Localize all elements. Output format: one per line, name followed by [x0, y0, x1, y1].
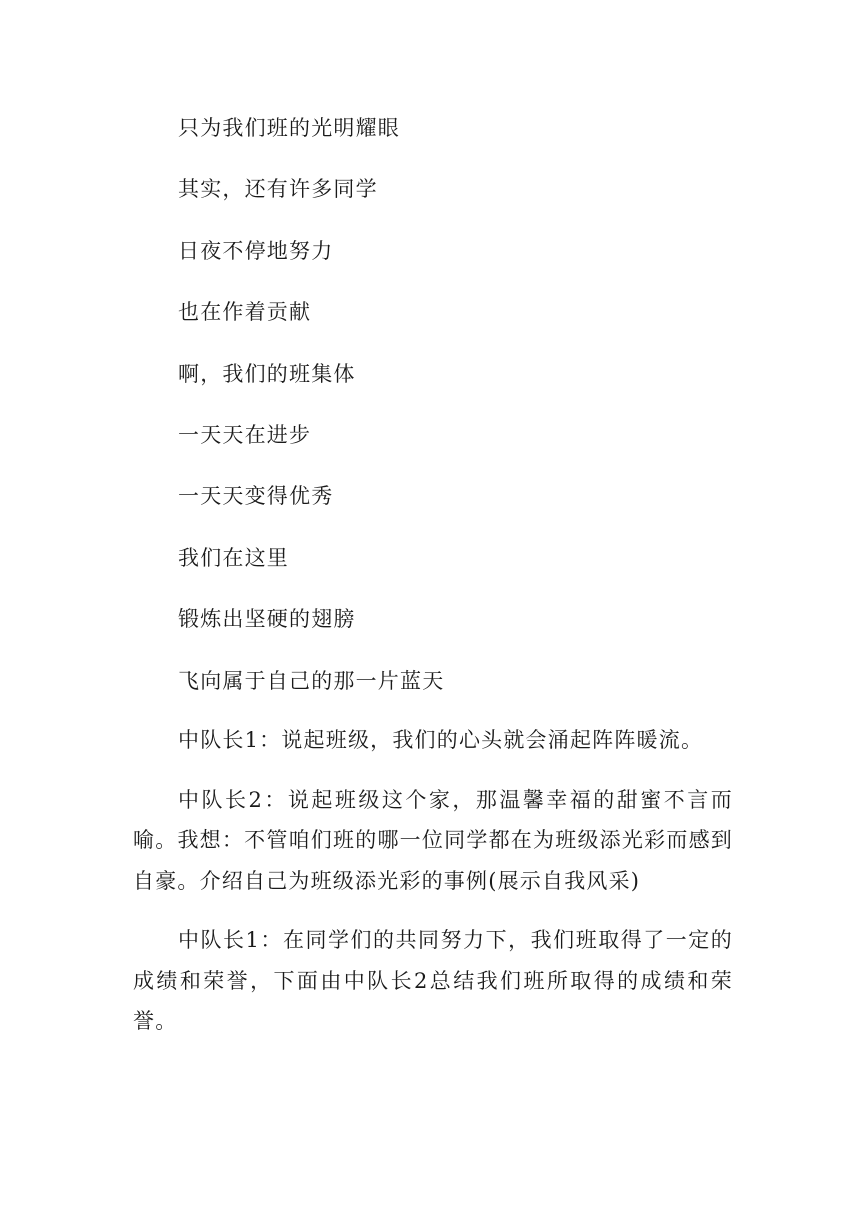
poem-line: 日夜不停地努力: [178, 238, 334, 263]
poem-line: 一天天变得优秀: [178, 484, 334, 509]
poem-block: [178, 108, 738, 722]
poem-line: 我们在这里: [178, 545, 289, 570]
dialogue-paragraph: 中队长1：说起班级，我们的心头就会涌起阵阵暖流。: [178, 728, 704, 752]
poem-line: 只为我们班的光明耀眼: [178, 116, 400, 140]
dialogue-paragraph: 中队长2：说起班级这个家，那温馨幸福的甜蜜不言而喻。我想：不管咱们班的哪一位同学都在为班级添光彩而感到自豪。介绍自己为班级添光彩的事例(展示自我风采): [133, 787, 733, 893]
dialogue-paragraph: 中队长1：在同学们的共同努力下，我们班取得了一定的成绩和荣誉，下面由中队长2总结我们班所取得的成绩和荣誉。: [133, 928, 733, 1033]
poem-line: 其实，还有许多同学: [178, 177, 378, 202]
poem-line: 飞向属于自己的那一片蓝天: [178, 668, 445, 693]
poem-line: 也在作着贡献: [178, 300, 312, 325]
dialogue-block: [133, 720, 733, 1061]
poem-line: 锻炼出坚硬的翅膀: [178, 607, 356, 632]
poem-line: 一天天在进步: [178, 422, 312, 447]
poem-line: 啊，我们的班集体: [178, 361, 356, 386]
